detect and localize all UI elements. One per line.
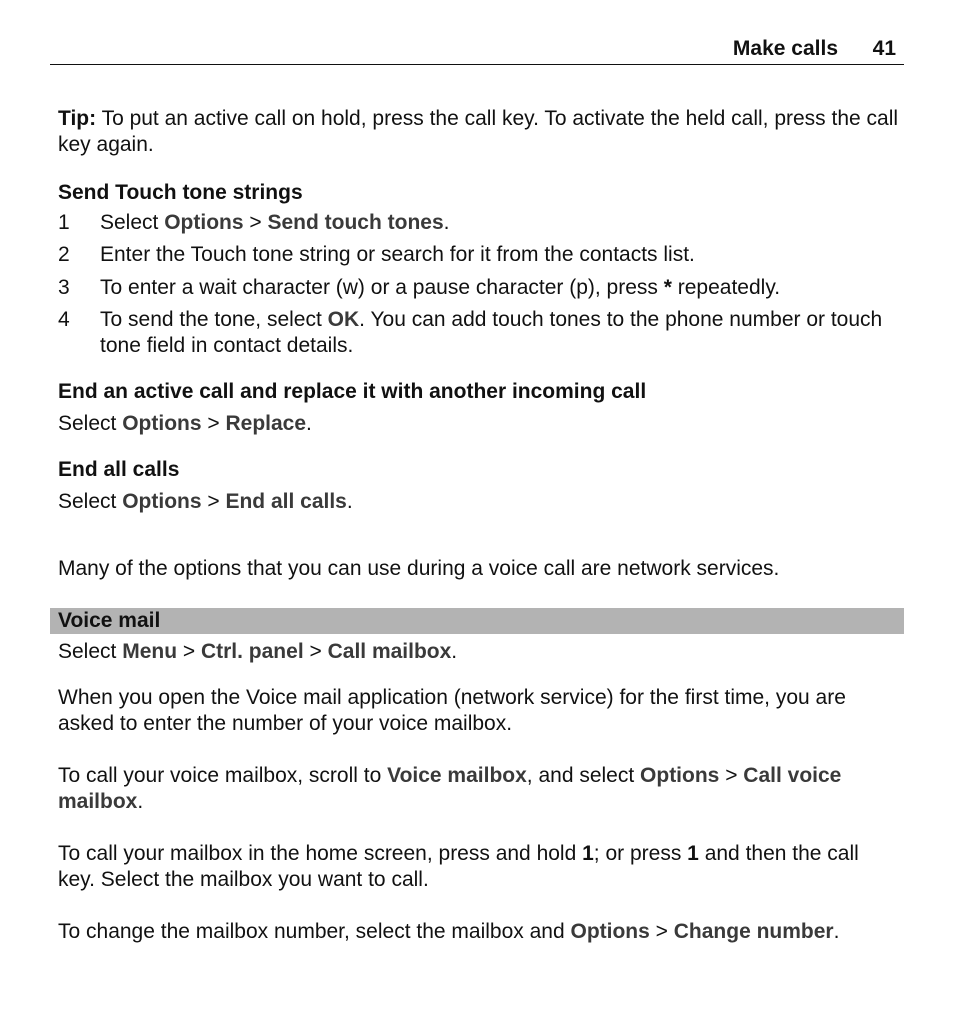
menu-option: Options xyxy=(164,211,244,234)
menu-option: Change number xyxy=(673,920,834,943)
home-screen-call-paragraph: To call your mailbox in the home screen, press and hold 1; or press 1 and then the call key. Select the mailbox you want to call. xyxy=(58,842,859,891)
menu-option: Call mailbox xyxy=(327,640,452,663)
send-tones-heading: Send Touch tone strings xyxy=(58,181,303,204)
step-number: 1 xyxy=(58,211,70,234)
menu-option: End all calls xyxy=(225,490,347,513)
step-text: To enter a wait character (w) or a pause character (p), press * repeatedly. xyxy=(100,276,781,299)
network-note: Many of the options that you can use during a voice call are network services. xyxy=(58,557,780,580)
voice-mail-path: Select Menu > Ctrl. panel > Call mailbox. xyxy=(58,640,458,663)
change-number-paragraph: To change the mailbox number, select the mailbox and Options > Change number. xyxy=(58,920,840,943)
page-number: 41 xyxy=(872,37,896,60)
menu-option: Menu xyxy=(122,640,178,663)
menu-option: Call voice mailbox xyxy=(58,764,842,813)
replace-call-heading: End an active call and replace it with another incoming call xyxy=(58,380,647,403)
step-number: 4 xyxy=(58,308,70,331)
end-all-heading: End all calls xyxy=(58,458,180,481)
end-all-instruction: Select Options > End all calls. xyxy=(58,490,353,513)
page-header xyxy=(50,34,904,65)
tip-text: To put an active call on hold, press the call key. To activate the held call, press the call key again. xyxy=(58,107,899,156)
tip-label: Tip: xyxy=(58,107,97,130)
key-name: 1 xyxy=(687,842,699,865)
menu-option: Replace xyxy=(225,412,307,435)
call-voice-mailbox-paragraph: To call your voice mailbox, scroll to Voice mailbox, and select Options > Call voice mailbox. xyxy=(58,764,842,813)
voice-mail-heading: Voice mail xyxy=(58,609,161,632)
menu-option: Options xyxy=(122,412,202,435)
section-title: Make calls xyxy=(732,37,838,60)
key-name: 1 xyxy=(582,842,594,865)
step-text: Select Options > Send touch tones. xyxy=(100,211,450,234)
menu-option: Options xyxy=(122,490,202,513)
step-text: To send the tone, select OK. You can add touch tones to the phone number or touch tone field in contact details. xyxy=(100,308,883,357)
menu-option: Options xyxy=(570,920,650,943)
menu-option: Voice mailbox xyxy=(387,764,527,787)
menu-option: OK xyxy=(327,308,360,331)
menu-option: Ctrl. panel xyxy=(200,640,304,663)
voice-mail-section-bar xyxy=(50,608,904,634)
step-number: 3 xyxy=(58,276,70,299)
voice-mail-intro: When you open the Voice mail application (network service) for the first time, you are asked to enter the number of your voice mailbox. xyxy=(58,686,846,735)
menu-option: Send touch tones xyxy=(267,211,444,234)
tip-paragraph xyxy=(58,106,900,158)
key-name: * xyxy=(663,276,672,299)
replace-call-instruction: Select Options > Replace. xyxy=(58,412,312,435)
step-number: 2 xyxy=(58,243,70,266)
menu-option: Options xyxy=(640,764,720,787)
step-text: Enter the Touch tone string or search for it from the contacts list. xyxy=(100,243,695,266)
